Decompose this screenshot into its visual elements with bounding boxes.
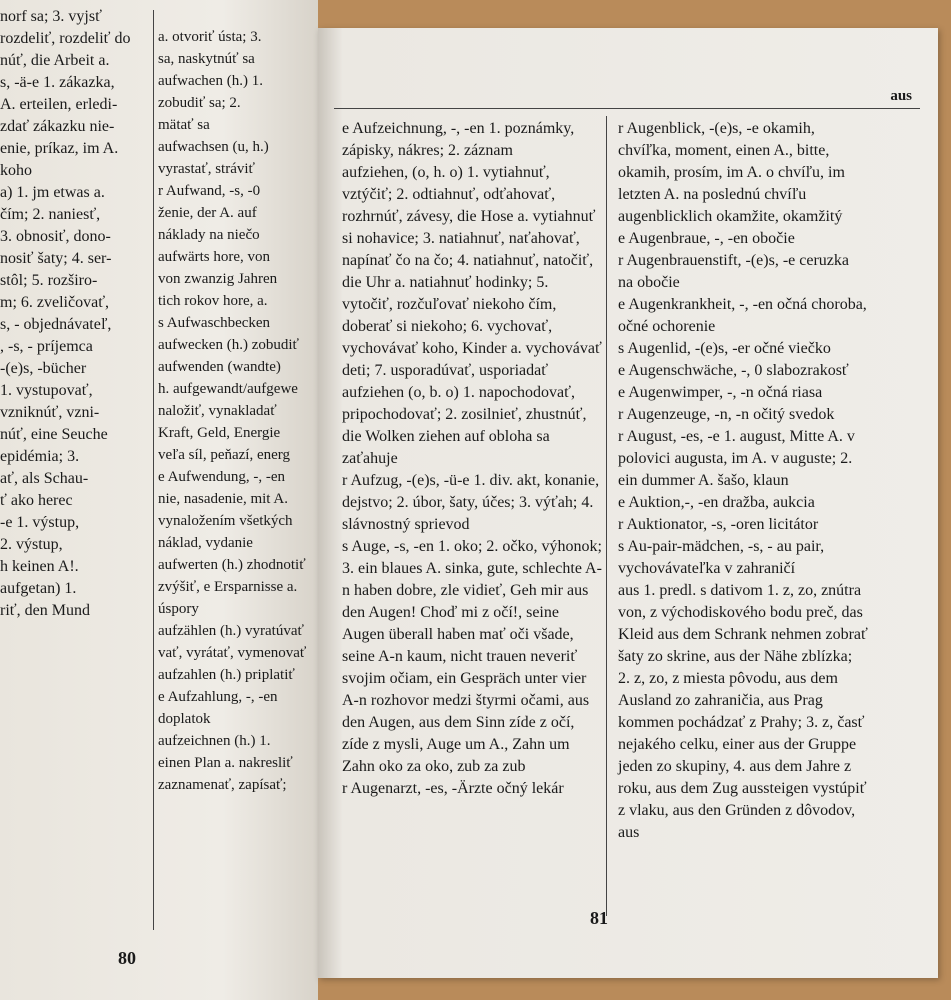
dictionary-entry: s Auge, -s, -en 1. oko; 2. očko, výhonok; 3. ein blaues A. sinka, gute, schlechte A-n haben dobre, zle vidieť, Geh mir aus den Augen! Choď mi z očí!, seine Augen überall haben mať oči všade, seine A-n kaum, nicht trauen neveriť svojim očiam, ein Gespräch unter vier A-n rozhovor medzi štyrmi očami, aus den Augen, aus dem Sinn zíde z očí, zíde z mysli, Auge um A., Zahn um Zahn oko za oko, zub za zub (342, 538, 602, 775)
column-divider (153, 10, 154, 930)
dictionary-entry: ť ako herec (0, 492, 73, 509)
dictionary-entry: čím; 2. naniesť, (0, 206, 101, 223)
dictionary-entry: a. otvoriť ústa; 3. (158, 29, 262, 45)
dictionary-entry: zvýšiť, e Ersparnisse a. (158, 579, 298, 595)
right-page (318, 28, 938, 978)
dictionary-entry: sa, naskytnúť sa (158, 51, 255, 67)
dictionary-entry: 2. výstup, (0, 536, 63, 553)
dictionary-entry: norf sa; 3. vyjsť (0, 8, 102, 25)
dictionary-entry: aufzeichnen (h.) 1. (158, 733, 271, 749)
dictionary-entry: s Augenlid, -(e)s, -er očné viečko (618, 340, 831, 357)
dictionary-entry: stôl; 5. rozširo- (0, 272, 98, 289)
dictionary-entry: , -s, - príjemca (0, 338, 93, 355)
dictionary-entry: Kraft, Geld, Energie (158, 425, 281, 441)
dictionary-entry: r Augenarzt, -es, -Ärzte očný lekár (342, 780, 564, 797)
dictionary-entry: s, -ä-e 1. zákazka, (0, 74, 115, 91)
dictionary-entry: 1. vystupovať, (0, 382, 93, 399)
dictionary-entry: A. erteilen, erledi- (0, 96, 118, 113)
dictionary-entry: r August, -es, -e 1. august, Mitte A. v polovici augusta, im A. v auguste; 2. ein dummer A. šašo, klaun (618, 428, 855, 489)
dictionary-entry: aufwärts hore, von (158, 249, 271, 265)
dictionary-entry: epidémia; 3. (0, 448, 80, 465)
dictionary-entry: zobudiť sa; 2. (158, 95, 241, 111)
dictionary-entry: úspory (158, 601, 199, 617)
dictionary-entry: 3. obnosiť, dono- (0, 228, 111, 245)
dictionary-entry: náklady na niečo (158, 227, 260, 243)
dictionary-entry: zaznamenať, zapísať; (158, 777, 287, 793)
dictionary-entry: r Augenbrauenstift, -(e)s, -e ceruzka na obočie (618, 252, 849, 291)
dictionary-entry: -(e)s, -bücher (0, 360, 87, 377)
dictionary-entry: e Augenkrankheit, -, -en očná choroba, očné ochorenie (618, 296, 867, 335)
dictionary-entry: aufzählen (h.) vyratúvať (158, 623, 304, 639)
left-column-b (158, 26, 318, 796)
dictionary-entry: rozdeliť, rozdeliť do (0, 30, 131, 47)
dictionary-entry: aufwachsen (u, h.) (158, 139, 269, 155)
dictionary-entry: aus 1. predl. s dativom 1. z, zo, znútra von, z východiskového bodu preč, das Kleid aus dem Schrank nehmen zobrať šaty zo skrine, aus der Nähe zblízka; 2. z, zo, z miesta pôvodu, aus dem Ausland zo zahraničia, aus Prag kommen pochádzať z Prahy; 3. z, časť nejakého celku, einer aus der Gruppe jeden zo skupiny, 4. aus dem Jahre z roku, aus dem Zug aussteigen vystúpiť z vlaku, aus den Gründen z dôvodov, aus (618, 582, 868, 841)
dictionary-entry: aufwenden (wandte) (158, 359, 281, 375)
dictionary-entry: r Auktionator, -s, -oren licitátor (618, 516, 819, 533)
dictionary-entry: ať, als Schau- (0, 470, 89, 487)
dictionary-entry: r Augenzeuge, -n, -n očitý svedok (618, 406, 835, 423)
dictionary-entry: -e 1. výstup, (0, 514, 80, 531)
dictionary-entry: tich rokov hore, a. (158, 293, 268, 309)
dictionary-entry: m; 6. zveličovať, (0, 294, 110, 311)
dictionary-entry: vzniknúť, vzni- (0, 404, 100, 421)
dictionary-entry: vyrastať, stráviť (158, 161, 255, 177)
dictionary-entry: s Aufwaschbecken (158, 315, 271, 331)
dictionary-entry: aufziehen (o, b. o) 1. napochodovať, pripochodovať; 2. zosilnieť, zhustnúť, die Wolken ziehen auf obloha sa zaťahuje (342, 384, 587, 467)
dictionary-entry: e Augenbraue, -, -en obočie (618, 230, 795, 247)
dictionary-entry: vať, vyrátať, vymenovať (158, 645, 307, 661)
dictionary-entry: e Augenwimper, -, -n očná riasa (618, 384, 823, 401)
dictionary-entry: aufwachen (h.) 1. (158, 73, 263, 89)
dictionary-entry: e Augenschwäche, -, 0 slabozrakosť (618, 362, 849, 379)
dictionary-entry: náklad, vydanie (158, 535, 253, 551)
dictionary-entry: núť, die Arbeit a. (0, 52, 110, 69)
dictionary-entry: ženie, der A. auf (158, 205, 257, 221)
dictionary-entry: r Aufzug, -(e)s, -ü-e 1. div. akt, konanie, dejstvo; 2. úbor, šaty, účes; 3. výťah; 4. slávnostný sprievod (342, 472, 600, 533)
dictionary-entry: aufwecken (h.) zobudiť (158, 337, 299, 353)
dictionary-entry: aufwerten (h.) zhodnotiť (158, 557, 306, 573)
dictionary-entry: enie, príkaz, im A. (0, 140, 119, 157)
column-divider (606, 116, 607, 916)
dictionary-entry: mätať sa (158, 117, 210, 133)
dictionary-entry: zdať zákazku nie- (0, 118, 115, 135)
dictionary-entry: vynaložením všetkých (158, 513, 293, 529)
right-column-2 (618, 118, 868, 844)
dictionary-entry: aufgetan) 1. (0, 580, 77, 597)
dictionary-entry: a) 1. jm etwas a. (0, 184, 105, 201)
dictionary-entry: von zwanzig Jahren (158, 271, 278, 287)
page-number-right: 81 (590, 908, 608, 928)
dictionary-entry: nosiť šaty; 4. ser- (0, 250, 112, 267)
right-column-1 (342, 118, 602, 800)
left-page (0, 0, 318, 1000)
dictionary-entry: riť, den Mund (0, 602, 90, 619)
dictionary-entry: einen Plan a. nakresliť (158, 755, 293, 771)
dictionary-entry: s, - objednávateľ, (0, 316, 112, 333)
dictionary-entry: aufziehen, (o, h. o) 1. vytiahnuť, vztýčiť; 2. odtiahnuť, odťahovať, rozhrnúť, závesy, die Hose a. vytiahnuť si nohavice; 3. natiahnuť, naťahovať, napínať čo na čo; 4. natiahnuť, natočiť, die Uhr a. natiahnuť hodinky; 5. vytočiť, rozčuľovať niekoho čím, doberať si niekoho; 6. vychovať, vychovávať koho, Kinder a. vychovávať deti; 7. usporadúvať, usporiadať (342, 164, 602, 379)
dictionary-entry: e Aufzeichnung, -, -en 1. poznámky, zápisky, nákres; 2. záznam (342, 120, 575, 159)
dictionary-entry: naložiť, vynakladať (158, 403, 277, 419)
running-header: aus (890, 88, 912, 104)
dictionary-entry: augenblicklich okamžite, okamžitý (618, 208, 843, 225)
dictionary-entry: koho (0, 162, 32, 179)
dictionary-entry: nie, nasadenie, mit A. (158, 491, 288, 507)
dictionary-entry: núť, eine Seuche (0, 426, 108, 443)
dictionary-entry: e Aufwendung, -, -en (158, 469, 286, 485)
page-number-left: 80 (118, 948, 136, 968)
dictionary-entry: veľa síl, peňazí, energ (158, 447, 291, 463)
dictionary-entry: e Auktion,-, -en dražba, aukcia (618, 494, 815, 511)
dictionary-entry: doplatok (158, 711, 211, 727)
dictionary-entry: h. aufgewandt/aufgewe (158, 381, 298, 397)
dictionary-entry: aufzahlen (h.) priplatiť (158, 667, 295, 683)
dictionary-entry: h keinen A!. (0, 558, 79, 575)
dictionary-entry: r Aufwand, -s, -0 (158, 183, 261, 199)
dictionary-entry: e Aufzahlung, -, -en (158, 689, 278, 705)
dictionary-entry: s Au-pair-mädchen, -s, - au pair, vychovávateľka v zahraničí (618, 538, 825, 577)
dictionary-entry: r Augenblick, -(e)s, -e okamih, chvíľka, moment, einen A., bitte, okamih, prosím, im A. o chvíľu, im letzten A. na poslednú chvíľu (618, 120, 845, 203)
left-column-a (0, 6, 150, 622)
header-rule (334, 108, 920, 109)
